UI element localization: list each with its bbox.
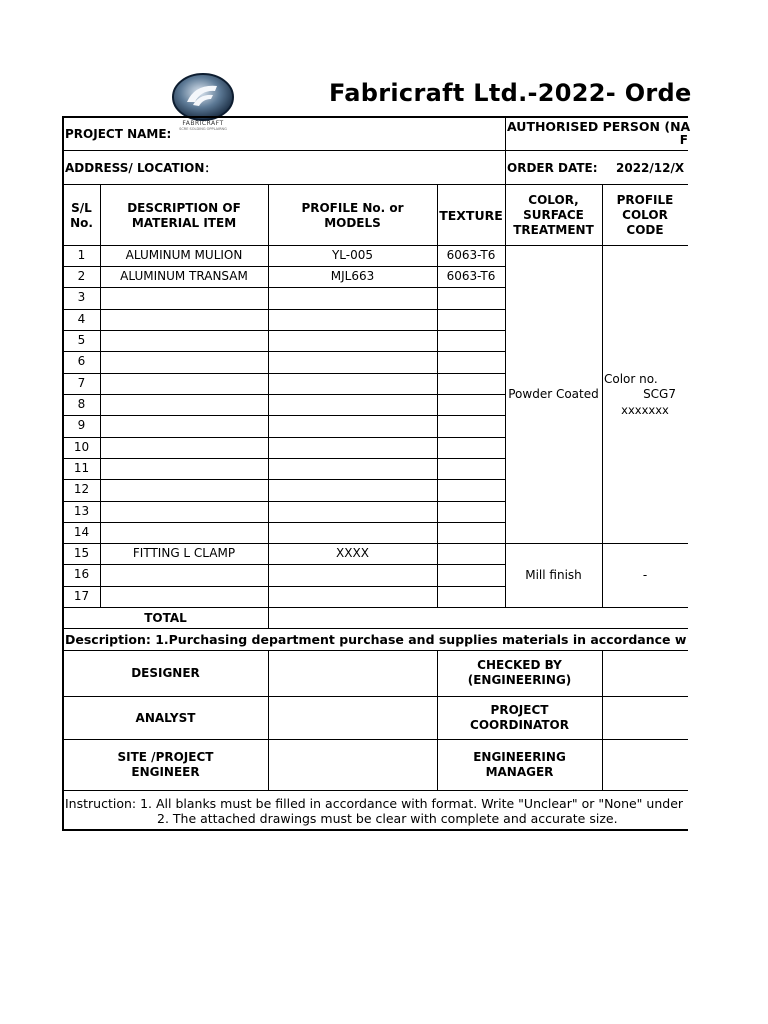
grid-line bbox=[62, 522, 505, 523]
authorised-person-label-cont: F bbox=[679, 133, 688, 147]
grid-line bbox=[268, 607, 269, 628]
grid-line bbox=[62, 245, 688, 246]
order-date-value: 2022/12/X bbox=[616, 160, 685, 175]
table-cell-texture bbox=[437, 479, 505, 500]
table-cell-profile bbox=[268, 501, 437, 522]
grid-line bbox=[62, 266, 505, 267]
grid-line bbox=[62, 415, 505, 416]
table-cell-profile bbox=[268, 330, 437, 351]
table-cell-profile bbox=[268, 437, 437, 458]
instruction-line-2: 2. The attached drawings must be clear with complete and accurate size. bbox=[157, 810, 618, 826]
grid-line bbox=[505, 184, 506, 607]
column-header-profile-color-code: PROFILE COLOR CODE bbox=[616, 193, 674, 237]
table-cell-sl: 6 bbox=[77, 354, 86, 368]
grid-line bbox=[437, 650, 438, 790]
grid-line bbox=[602, 650, 603, 790]
table-cell-sl: 5 bbox=[77, 333, 86, 347]
logo-tagline: SCRE SOLDING OPPLAIRNG bbox=[179, 127, 227, 131]
grid-line bbox=[602, 184, 603, 607]
description-note: Description: 1.Purchasing department purchase and supplies materials in accordance w bbox=[65, 631, 687, 647]
table-cell-texture bbox=[437, 309, 505, 330]
table-cell-description: ALUMINUM TRANSAM bbox=[120, 269, 248, 283]
designer-label: DESIGNER bbox=[131, 665, 200, 680]
total-label: TOTAL bbox=[144, 610, 187, 625]
grid-line bbox=[62, 586, 505, 587]
table-cell-sl: 15 bbox=[73, 546, 90, 560]
table-cell-description bbox=[100, 309, 268, 330]
grid-line bbox=[62, 607, 688, 608]
color-code-value: SCG7 bbox=[643, 386, 676, 401]
table-cell-description bbox=[100, 351, 268, 372]
table-cell-sl: 8 bbox=[77, 397, 86, 411]
table-cell-profile: YL-005 bbox=[331, 248, 374, 262]
table-cell-sl: 3 bbox=[77, 290, 86, 304]
surface-treatment-powder-coated: Powder Coated bbox=[508, 386, 599, 401]
grid-line bbox=[62, 501, 505, 502]
authorised-person-label: AUTHORISED PERSON (NA bbox=[507, 118, 691, 134]
analyst-label: ANALYST bbox=[135, 710, 196, 725]
grid-line bbox=[62, 790, 688, 791]
grid-line bbox=[62, 628, 688, 629]
table-cell-profile bbox=[268, 287, 437, 308]
grid-line bbox=[268, 184, 269, 607]
table-cell-texture bbox=[437, 501, 505, 522]
table-cell-sl: 7 bbox=[77, 376, 86, 390]
logo-emblem-icon bbox=[165, 72, 241, 122]
grid-line bbox=[62, 437, 505, 438]
grid-line bbox=[505, 116, 506, 184]
table-cell-sl: 17 bbox=[73, 589, 90, 603]
table-cell-texture bbox=[437, 394, 505, 415]
grid-line bbox=[62, 287, 505, 288]
table-cell-texture bbox=[437, 564, 505, 585]
table-cell-texture bbox=[437, 437, 505, 458]
grid-line bbox=[62, 150, 688, 151]
table-cell-profile: MJL663 bbox=[330, 269, 375, 283]
table-cell-description bbox=[100, 458, 268, 479]
table-cell-description bbox=[100, 522, 268, 543]
grid-line bbox=[62, 458, 505, 459]
table-cell-description bbox=[100, 501, 268, 522]
table-cell-texture bbox=[437, 351, 505, 372]
grid-line bbox=[100, 184, 101, 607]
table-cell-description bbox=[100, 564, 268, 585]
table-cell-profile bbox=[268, 394, 437, 415]
grid-line bbox=[62, 330, 505, 331]
table-cell-sl: 11 bbox=[73, 461, 90, 475]
table-cell-sl: 1 bbox=[77, 248, 86, 262]
grid-line bbox=[62, 309, 505, 310]
table-cell-profile bbox=[268, 458, 437, 479]
page-title: Fabricraft Ltd.-2022- Orde bbox=[329, 79, 692, 107]
grid-line bbox=[62, 373, 505, 374]
table-cell-profile bbox=[268, 586, 437, 607]
column-header-sl: S/L No. bbox=[70, 200, 93, 230]
column-header-color-treatment: COLOR, SURFACE TREATMENT bbox=[513, 193, 594, 237]
table-cell-texture: 6063-T6 bbox=[446, 269, 496, 283]
table-cell-description bbox=[100, 394, 268, 415]
table-cell-description: ALUMINUM MULION bbox=[125, 248, 243, 262]
surface-treatment-mill-finish: Mill finish bbox=[525, 567, 582, 582]
grid-line bbox=[268, 650, 269, 790]
table-cell-texture bbox=[437, 373, 505, 394]
table-cell-sl: 12 bbox=[73, 482, 90, 496]
table-cell-texture bbox=[437, 287, 505, 308]
table-cell-texture: 6063-T6 bbox=[446, 248, 496, 262]
table-cell-profile: XXXX bbox=[336, 546, 369, 560]
grid-line bbox=[62, 479, 505, 480]
grid-line bbox=[437, 184, 438, 607]
table-cell-texture bbox=[437, 330, 505, 351]
table-cell-texture bbox=[437, 458, 505, 479]
grid-line bbox=[62, 116, 64, 830]
table-cell-sl: 4 bbox=[77, 312, 86, 326]
table-cell-profile bbox=[268, 351, 437, 372]
table-cell-profile bbox=[268, 522, 437, 543]
grid-line bbox=[62, 116, 688, 118]
table-cell-description bbox=[100, 479, 268, 500]
table-cell-description bbox=[100, 415, 268, 436]
color-code-mill-finish: - bbox=[642, 567, 648, 582]
logo-name: FABRICRAFT bbox=[182, 120, 224, 127]
column-header-description: DESCRIPTION OF MATERIAL ITEM bbox=[127, 200, 241, 230]
instruction-line-1: Instruction: 1. All blanks must be filled in accordance with format. Write "Unclear" or "None" under bbox=[65, 795, 684, 811]
table-cell-texture bbox=[437, 522, 505, 543]
project-name-label: PROJECT NAME: bbox=[65, 126, 172, 141]
grid-line bbox=[62, 184, 688, 185]
table-cell-description bbox=[100, 437, 268, 458]
table-cell-profile bbox=[268, 309, 437, 330]
engineering-manager-label: ENGINEERING MANAGER bbox=[473, 750, 566, 779]
project-coordinator-label: PROJECT COORDINATOR bbox=[470, 703, 569, 732]
table-cell-sl: 10 bbox=[73, 440, 90, 454]
site-engineer-label: SITE /PROJECT ENGINEER bbox=[117, 750, 214, 779]
table-cell-sl: 16 bbox=[73, 567, 90, 581]
grid-line bbox=[62, 351, 505, 352]
color-code-placeholder: xxxxxxx bbox=[621, 402, 669, 417]
column-header-profile: PROFILE No. or MODELS bbox=[301, 200, 404, 230]
order-date-label: ORDER DATE: bbox=[507, 160, 598, 175]
table-cell-description bbox=[100, 373, 268, 394]
grid-line bbox=[62, 543, 688, 544]
table-cell-texture bbox=[437, 543, 505, 564]
column-header-texture: TEXTURE bbox=[439, 208, 503, 223]
grid-line bbox=[62, 696, 688, 697]
grid-line bbox=[62, 739, 688, 740]
table-cell-sl: 13 bbox=[73, 504, 90, 518]
address-location-label: ADDRESS/ LOCATION： bbox=[65, 160, 217, 175]
color-code-label: Color no. bbox=[604, 371, 658, 386]
table-cell-profile bbox=[268, 479, 437, 500]
table-cell-sl: 2 bbox=[77, 269, 86, 283]
table-cell-description bbox=[100, 287, 268, 308]
table-cell-texture bbox=[437, 586, 505, 607]
checked-by-label: CHECKED BY (ENGINEERING) bbox=[467, 658, 572, 687]
grid-line bbox=[62, 650, 688, 651]
table-cell-description bbox=[100, 330, 268, 351]
table-cell-profile bbox=[268, 373, 437, 394]
table-cell-sl: 14 bbox=[73, 525, 90, 539]
table-cell-description: FITTING L CLAMP bbox=[132, 546, 236, 560]
grid-line bbox=[62, 394, 505, 395]
table-cell-description bbox=[100, 586, 268, 607]
grid-line bbox=[62, 564, 505, 565]
table-cell-profile bbox=[268, 564, 437, 585]
grid-line bbox=[62, 829, 688, 831]
table-cell-profile bbox=[268, 415, 437, 436]
table-cell-texture bbox=[437, 415, 505, 436]
table-cell-sl: 9 bbox=[77, 418, 86, 432]
